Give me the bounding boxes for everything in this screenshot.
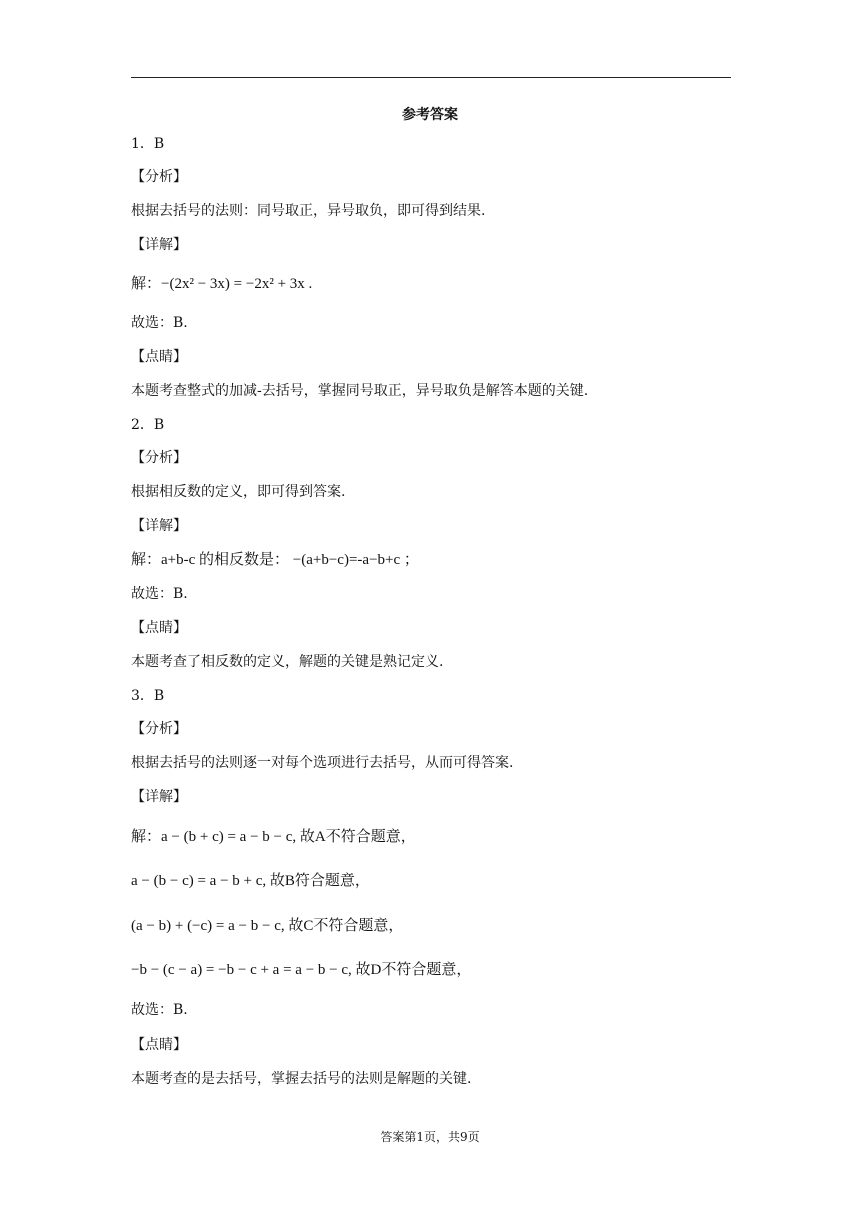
answer-1-comment-heading: 【点睛】 [131,349,187,365]
answer-1-comment: 本题考查整式的加减-去括号，掌握同号取正，异号取负是解答本题的关键. [131,383,589,399]
answer-3-detail-line: (a − b) + (−c) = a − b − c, 故C不符合题意， [131,918,404,934]
answer-1-analysis: 根据去括号的法则：同号取正，异号取负，即可得到结果. [131,203,486,219]
answer-1-label: 1．B [131,136,165,152]
answer-2-analysis-heading: 【分析】 [131,450,187,466]
answer-2-detail-heading: 【详解】 [131,518,187,534]
answer-3-analysis-heading: 【分析】 [131,721,187,737]
answer-2-label: 2．B [131,417,165,433]
answer-2-conclusion: 故选：B. [131,586,188,602]
answer-3-detail-line: −b − (c − a) = −b − c + a = a − b − c, 故D不符合题意， [131,962,472,978]
page-footer: 答案第1页，共9页 [380,1130,480,1144]
answer-1-conclusion: 故选：B. [131,315,188,331]
answer-2-comment: 本题考查了相反数的定义，解题的关键是熟记定义. [131,654,444,670]
answer-3-analysis: 根据去括号的法则逐一对每个选项进行去括号，从而可得答案. [131,755,514,771]
answer-3-label: 3．B [131,688,165,704]
page-title: 参考答案 [402,107,458,123]
answer-2-comment-heading: 【点睛】 [131,620,187,636]
answer-3-detail-heading: 【详解】 [131,789,187,805]
answer-2-analysis: 根据相反数的定义，即可得到答案. [131,484,346,500]
answer-3-comment-heading: 【点睛】 [131,1037,187,1053]
answer-1-detail-heading: 【详解】 [131,237,187,253]
answer-1-detail-line: 解：−(2x² − 3x) = −2x² + 3x . [131,276,313,292]
answer-3-detail-line: a − (b − c) = a − b + c, 故B符合题意， [131,873,370,889]
answer-3-detail-line: 解：a − (b + c) = a − b − c, 故A不符合题意， [131,829,416,845]
answer-1-analysis-heading: 【分析】 [131,169,187,185]
header-rule [131,77,731,78]
answer-3-conclusion: 故选：B. [131,1002,188,1018]
answer-2-detail-line: 解：a+b-c 的相反数是： −(a+b−c)=-a−b+c ； [131,552,419,568]
answer-3-comment: 本题考查的是去括号，掌握去括号的法则是解题的关键. [131,1071,472,1087]
